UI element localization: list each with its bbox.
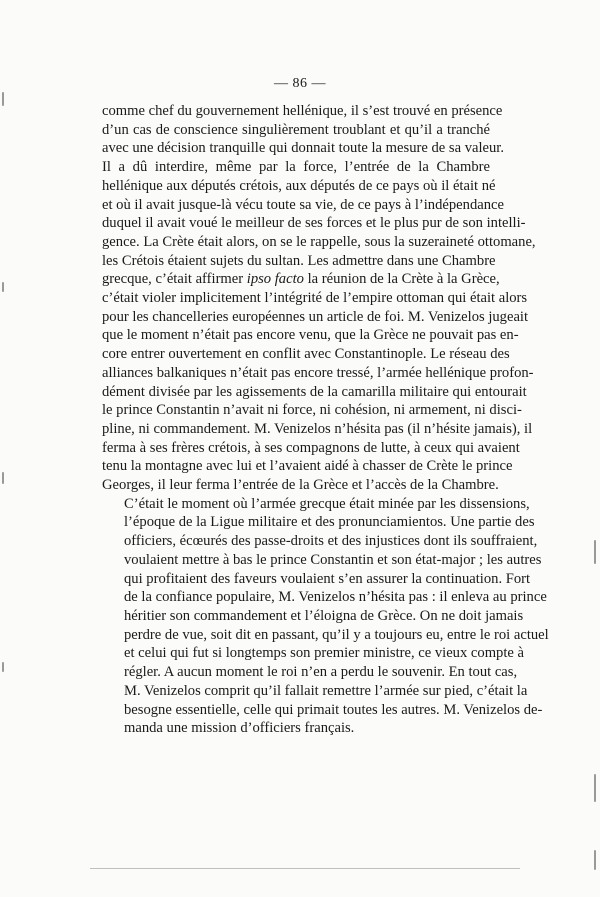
bottom-rule — [90, 868, 520, 869]
text-line: l’époque de la Ligue militaire et des pronunciamientos. Une partie des — [124, 514, 535, 531]
text-line: et où il avait jusque-là vécu toute sa vie, de ce pays à l’indépendance — [102, 196, 504, 213]
text-line: qui profitaient des faveurs voulaient s’en assurer la continuation. Fort — [124, 570, 531, 587]
scan-mark — [2, 92, 4, 106]
text-line: pline, ni commandement. M. Venizelos n’hésita pas (il n’hésite jamais), il — [102, 420, 533, 437]
text-line: de la confiance populaire, M. Venizelos n’hésita pas : il enleva au prince — [124, 589, 547, 606]
text-line: régler. A aucun moment le roi n’en a perdu le souvenir. En tout cas, — [124, 664, 518, 681]
page-number: — 86 — — [274, 76, 326, 91]
scan-mark — [2, 282, 4, 292]
text-line: C’était le moment où l’armée grecque était minée par les dissensions, — [124, 495, 530, 512]
text-line: dément divisée par les agissements de la camarilla militaire qui entourait — [102, 383, 527, 400]
text-line: manda une mission d’officiers français. — [124, 720, 355, 737]
text-line: besogne essentielle, celle qui primait toutes les autres. M. Venizelos de- — [124, 701, 543, 718]
text-line: alliances balkaniques n’était pas encore tressé, l’armée hellénique profon- — [102, 364, 534, 381]
text-line: hellénique aux députés crétois, aux députés de ce pays où il était né — [102, 177, 496, 194]
text-line: gence. La Crète était alors, on se le rappelle, sous la suzeraineté ottomane, — [102, 233, 536, 250]
text-line: officiers, écœurés des passe-droits et des injustices dont ils souffraient, — [124, 533, 538, 550]
text-line: comme chef du gouvernement hellénique, il s’est trouvé en présence — [102, 103, 503, 119]
paragraph — [102, 102, 536, 495]
text-line: et celui qui fut si longtemps son premier ministre, ce vieux compte à — [124, 645, 525, 662]
scan-mark — [594, 774, 596, 802]
text-line: avec une décision tranquille qui donnait toute la mesure de sa valeur. — [102, 140, 505, 157]
text-line: grecque, c’était affirmer ipso facto la réunion de la Crète à la Grèce, — [102, 271, 500, 288]
text-line: tenu la montagne avec lui et l’avaient aidé à chasser de Crète le prince — [102, 458, 513, 475]
text-line: ferma à ses frères crétois, à ses compagnons de lutte, à ceux qui avaient — [102, 439, 520, 456]
text-line: perdre de vue, soit dit en passant, qu’il y a toujours eu, entre le roi actuel — [124, 626, 549, 643]
text-line: M. Venizelos comprit qu’il fallait remettre l’armée sur pied, c’était la — [124, 682, 528, 699]
text-line: c’était violer implicitement l’intégrité de l’empire ottoman qui était alors — [102, 290, 528, 307]
text-line: d’un cas de conscience singulièrement troublant et qu’il a tranché — [102, 121, 490, 138]
text-line: voulaient mettre à bas le prince Constantin et son état-major ; les autres — [124, 551, 542, 568]
scan-mark — [594, 540, 596, 564]
scan-mark — [2, 472, 4, 484]
text-line: les Crétois étaient sujets du sultan. Les admettre dans une Chambre — [102, 252, 496, 269]
text-line: duquel il avait voué le meilleur de ses forces et le plus pur de son intelli- — [102, 215, 526, 232]
scan-mark — [594, 850, 596, 870]
body-text — [102, 102, 549, 738]
text-line: core entrer ouvertement en conflit avec Constantinople. Le réseau des — [102, 346, 510, 363]
text-line: Il a dû interdire, même par la force, l’entrée de la Chambre — [102, 159, 490, 176]
paragraph — [102, 495, 549, 738]
scan-mark — [2, 662, 4, 672]
text-line: que le moment n’était pas encore venu, que la Grèce ne pouvait pas en- — [102, 327, 519, 344]
text-line: Georges, il leur ferma l’entrée de la Grèce et l’accès de la Chambre. — [102, 477, 499, 494]
text-line: héritier son commandement et l’éloigna de Grèce. On ne doit jamais — [124, 607, 524, 624]
text-line: le prince Constantin n’avait ni force, ni cohésion, ni armement, ni disci- — [102, 402, 522, 419]
text-line: pour les chancelleries européennes un article de foi. M. Venizelos jugeait — [102, 308, 529, 325]
